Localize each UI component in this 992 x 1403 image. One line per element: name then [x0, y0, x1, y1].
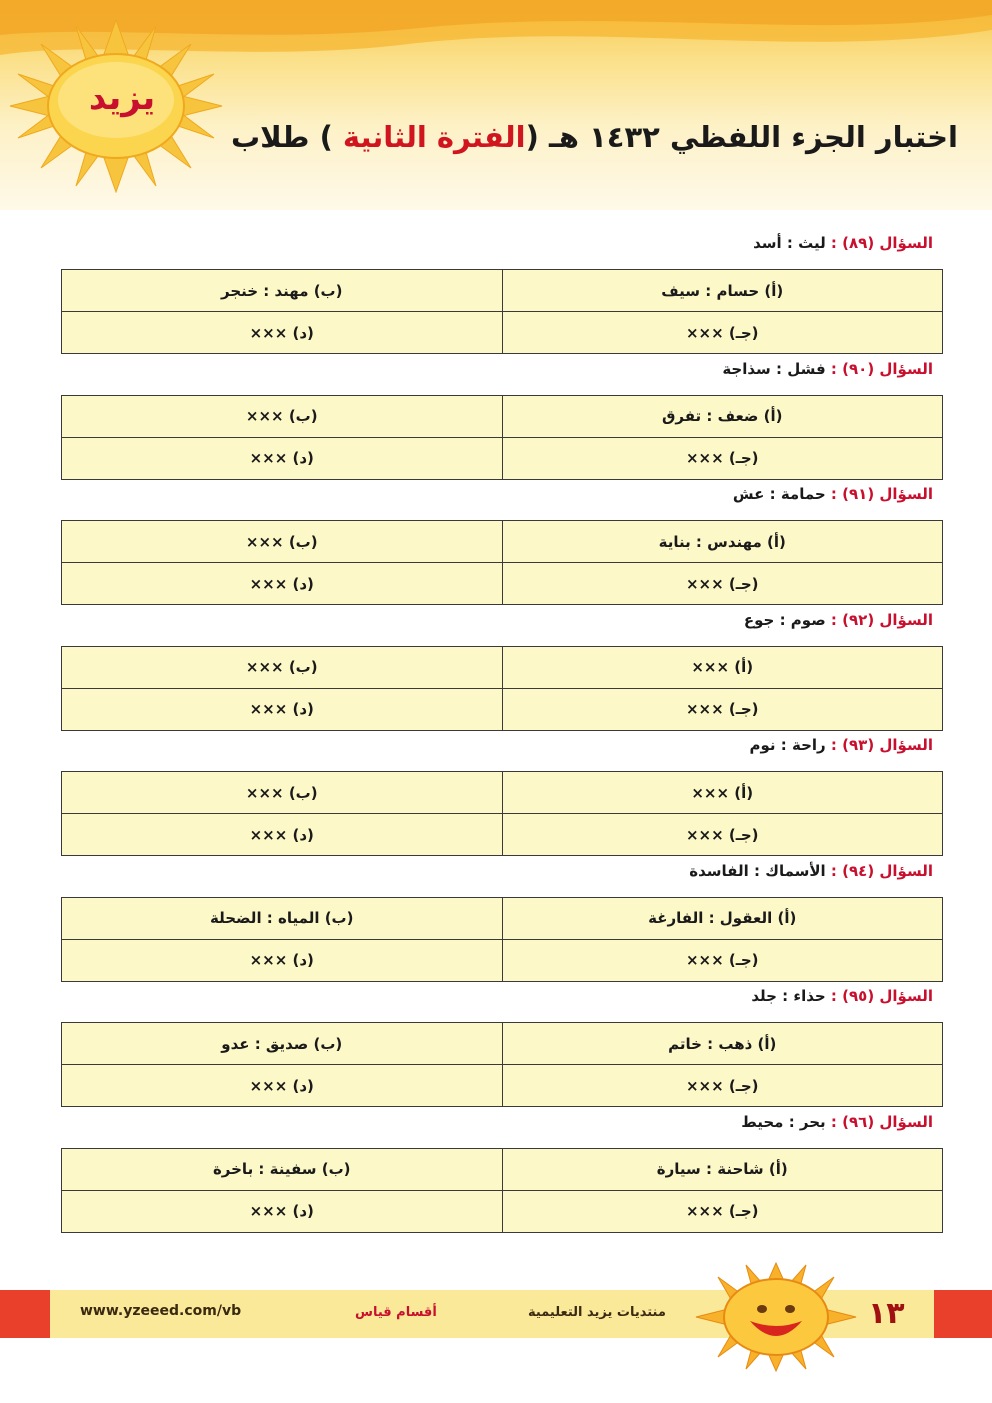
option-a[interactable]: (أ) ضعف : تفرق	[502, 395, 943, 437]
question-label: السؤال (٩٥) :	[830, 987, 933, 1005]
option-c[interactable]: (جـ) ×××	[502, 312, 943, 354]
question-title	[741, 1113, 933, 1131]
question-title	[722, 360, 933, 378]
title-part2: ) طلاب	[231, 120, 343, 154]
question-label: السؤال (٩٢) :	[830, 610, 933, 629]
option-b[interactable]: (ب) المياه : الضحلة	[62, 897, 503, 939]
option-b[interactable]: (ب) ×××	[62, 521, 503, 563]
option-b[interactable]: (ب) ×××	[62, 772, 503, 814]
option-a[interactable]: (أ) العقول : الفارغة	[502, 897, 943, 939]
options-table	[61, 520, 943, 605]
footer-left-bar	[0, 1290, 50, 1338]
question-title	[750, 736, 933, 754]
question-block	[61, 983, 943, 1109]
question-stem: الأسماك : الفاسدة	[689, 861, 831, 880]
option-b[interactable]: (ب) سفينة : باخرة	[62, 1148, 503, 1190]
options-table	[61, 646, 943, 731]
question-block	[61, 1109, 943, 1235]
page-header	[0, 0, 992, 210]
option-d[interactable]: (د) ×××	[62, 1065, 503, 1107]
question-block	[61, 230, 943, 356]
option-d[interactable]: (د) ×××	[62, 312, 503, 354]
question-label: السؤال (٩٤) :	[830, 861, 933, 880]
question-block	[61, 732, 943, 858]
option-b[interactable]: (ب) ×××	[62, 395, 503, 437]
option-d[interactable]: (د) ×××	[62, 688, 503, 730]
question-stem: صوم : جوع	[743, 610, 831, 629]
option-c[interactable]: (جـ) ×××	[502, 437, 943, 479]
title-highlight: الفترة الثانية	[342, 120, 526, 154]
title-part1: اختبار الجزء اللفظي ١٤٣٢ هـ (	[525, 120, 958, 154]
page-title	[231, 120, 958, 154]
option-a[interactable]: (أ) ×××	[502, 646, 943, 688]
question-title	[744, 611, 933, 629]
footer-url-link[interactable]: www.yzeeed.com/vb	[80, 1303, 242, 1319]
question-label: السؤال (٩٣) :	[830, 736, 933, 754]
smiling-sun-icon	[692, 1262, 860, 1372]
question-title	[753, 234, 933, 252]
option-c[interactable]: (جـ) ×××	[502, 939, 943, 981]
option-a[interactable]: (أ) شاحنة : سيارة	[502, 1148, 943, 1190]
option-d[interactable]: (د) ×××	[62, 939, 503, 981]
options-table	[61, 897, 943, 982]
options-table	[61, 1022, 943, 1107]
question-label: السؤال (٩٦) :	[830, 1112, 933, 1131]
question-label: السؤال (٩٠) :	[830, 359, 933, 378]
question-stem: راحة : نوم	[749, 736, 831, 754]
footer-section-link[interactable]: أقسام قياس	[355, 1305, 437, 1320]
question-stem: فشل : سذاجة	[722, 359, 831, 378]
option-d[interactable]: (د) ×××	[62, 1190, 503, 1232]
question-block	[61, 858, 943, 984]
footer-right-bar	[934, 1290, 992, 1338]
question-block	[61, 356, 943, 482]
question-block	[61, 607, 943, 733]
question-stem: حمامة : عش	[732, 485, 831, 503]
question-label: السؤال (٩١) :	[830, 485, 933, 503]
option-b[interactable]: (ب) صديق : عدو	[62, 1023, 503, 1065]
question-title	[733, 485, 933, 503]
option-c[interactable]: (جـ) ×××	[502, 1190, 943, 1232]
question-stem: ليث : أسد	[753, 234, 831, 252]
option-a[interactable]: (أ) حسام : سيف	[502, 270, 943, 312]
option-a[interactable]: (أ) ×××	[502, 772, 943, 814]
options-table	[61, 771, 943, 856]
option-d[interactable]: (د) ×××	[62, 437, 503, 479]
option-b[interactable]: (ب) مهند : خنجر	[62, 270, 503, 312]
question-block	[61, 481, 943, 607]
option-c[interactable]: (جـ) ×××	[502, 688, 943, 730]
option-a[interactable]: (أ) ذهب : خاتم	[502, 1023, 943, 1065]
option-c[interactable]: (جـ) ×××	[502, 563, 943, 605]
option-d[interactable]: (د) ×××	[62, 563, 503, 605]
option-c[interactable]: (جـ) ×××	[502, 814, 943, 856]
option-d[interactable]: (د) ×××	[62, 814, 503, 856]
page-number: ١٣	[868, 1296, 905, 1331]
logo-text: يزيد	[88, 78, 156, 118]
option-b[interactable]: (ب) ×××	[62, 646, 503, 688]
options-table	[61, 269, 943, 354]
question-title	[751, 987, 933, 1005]
footer-forum-name: منتديات يزيد التعليمية	[528, 1305, 666, 1320]
question-stem: حذاء : جلد	[751, 987, 831, 1005]
option-a[interactable]: (أ) مهندس : بناية	[502, 521, 943, 563]
questions-list	[61, 230, 943, 1234]
question-title	[689, 862, 933, 880]
question-stem: بحر : محيط	[741, 1112, 831, 1131]
question-label: السؤال (٨٩) :	[830, 234, 933, 252]
option-c[interactable]: (جـ) ×××	[502, 1065, 943, 1107]
options-table	[61, 1148, 943, 1233]
options-table	[61, 395, 943, 480]
